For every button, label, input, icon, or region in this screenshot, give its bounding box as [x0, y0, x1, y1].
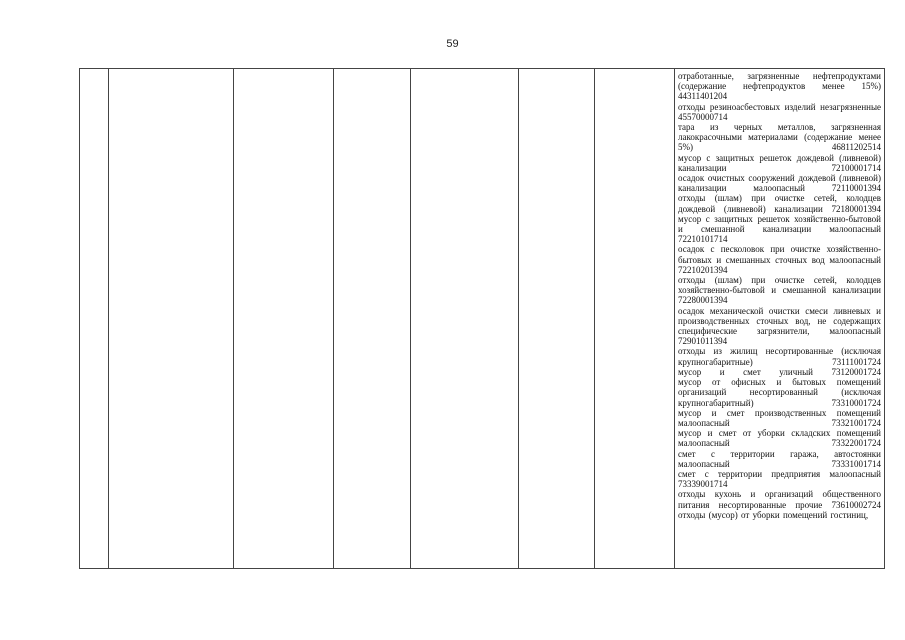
waste-entry: отходы (мусор) от уборки помещений гостиниц, [678, 509, 869, 520]
waste-entry: отходы (шлам) при очистке сетей, колодцев хозяйственно-бытовой и смешанной канализации 72280001394 [678, 275, 881, 306]
waste-entry: тара из черных металлов, загрязненная лакокрасочными материалами (содержание менее 5%) 46811202514 [678, 122, 881, 153]
waste-list-cell [675, 69, 885, 569]
waste-entry: мусор с защитных решеток дождевой (ливневой) канализации 72100001714 [678, 152, 881, 173]
waste-entry: отходы (шлам) при очистке сетей, колодцев дождевой (ливневой) канализации 72180001394 [678, 193, 881, 214]
waste-entry: мусор с защитных решеток хозяйственно-бытовой и смешанной канализации малоопасный 72210101714 [678, 213, 881, 245]
table-cell-2 [109, 69, 234, 569]
waste-entry: мусор и смет производственных помещений малоопасный 73321001724 [678, 407, 881, 428]
waste-entry: осадок механической очистки смеси ливневых и производственных сточных вод, не содержащих специфические загрязнители, малоопасный 72901011394 [678, 305, 881, 347]
waste-entry: отходы кухонь и организаций общественного питания несортированные прочие 73610002724 [678, 489, 881, 510]
table-cell-6 [519, 69, 595, 569]
waste-entry: смет с территории гаража, автостоянки малоопасный 73331001714 [678, 448, 881, 469]
waste-entry: смет с территории предприятия малоопасный 73339001714 [678, 468, 881, 490]
waste-table [79, 68, 885, 569]
table-cell-1 [80, 69, 109, 569]
table-cell-5 [411, 69, 519, 569]
page-number: 59 [446, 38, 459, 50]
waste-entry: отходы резиноасбестовых изделий незагрязненные 45570000714 [678, 101, 881, 122]
waste-entry: осадок с песколовок при очистке хозяйственно-бытовых и смешанных сточных вод малоопасный 72210201394 [678, 244, 881, 275]
table-cell-4 [334, 69, 411, 569]
waste-entry: отработанные, загрязненные нефтепродуктами (содержание нефтепродуктов менее 15%) 44311401204 [678, 71, 881, 102]
waste-entries [675, 69, 884, 520]
table-cell-7 [595, 69, 675, 569]
table-row [80, 69, 885, 569]
waste-entry: отходы из жилищ несортированные (исключая крупногабаритные) 73111001724 [678, 346, 881, 367]
waste-entry: мусор и смет от уборки складских помещений малоопасный 73322001724 [678, 428, 881, 449]
table-cell-3 [234, 69, 334, 569]
waste-entry: мусор от офисных и бытовых помещений организаций несортированный (исключая крупногабаритный) 73310001724 [678, 377, 881, 408]
waste-entry: осадок очистных сооружений дождевой (ливневой) канализации малоопасный 72110001394 [678, 173, 881, 194]
waste-entry: мусор и смет уличный 73120001724 [678, 366, 881, 377]
